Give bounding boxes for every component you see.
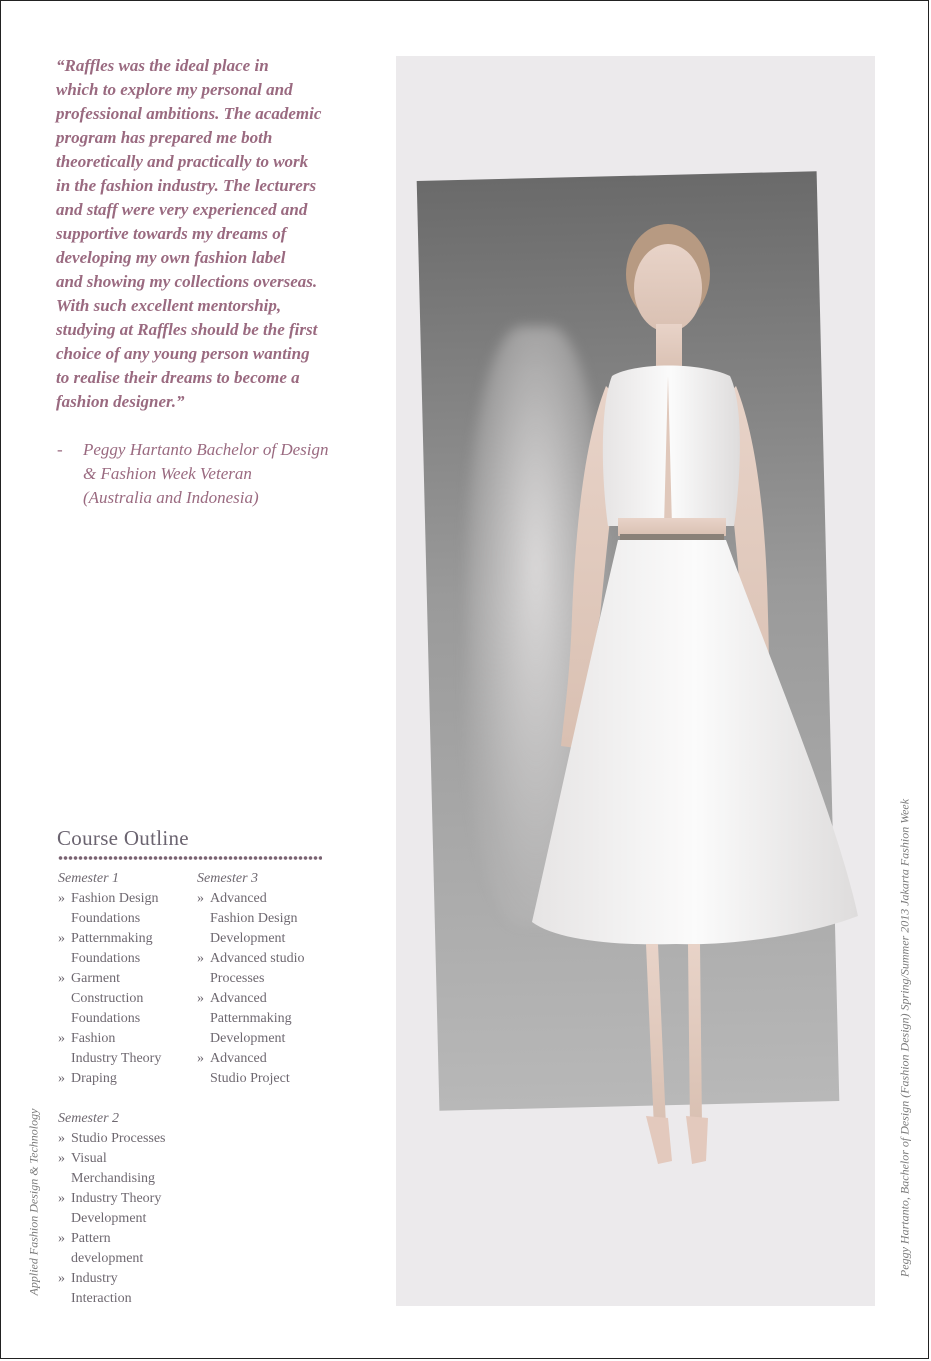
bullet-icon: »	[58, 1151, 65, 1166]
quote-line: in the fashion industry. The lecturers	[56, 176, 317, 195]
quote-line: studying at Raffles should be the first	[56, 320, 318, 339]
item-line: Advanced	[210, 991, 267, 1006]
fashion-photo	[396, 56, 875, 1306]
quote-line: choice of any young person wanting	[56, 344, 310, 363]
list-item	[58, 1069, 198, 1089]
quote-line: fashion designer.”	[56, 392, 185, 411]
list-item	[197, 1049, 337, 1089]
item-line: Studio Project	[210, 1071, 290, 1086]
item-line: Patternmaking	[71, 931, 153, 946]
item-line: Visual	[71, 1151, 107, 1166]
attribution-line: (Australia and Indonesia)	[83, 488, 259, 507]
item-line: Interaction	[71, 1291, 132, 1306]
list-item	[58, 929, 198, 969]
item-line: Advanced	[210, 891, 267, 906]
bullet-icon: »	[58, 971, 65, 986]
quote-line: and showing my collections overseas.	[56, 272, 318, 291]
item-line: Foundations	[71, 1011, 141, 1026]
list-item	[58, 969, 198, 1029]
item-line: Advanced studio	[210, 951, 305, 966]
item-line: Advanced	[210, 1051, 267, 1066]
quote-line: With such excellent mentorship,	[56, 296, 282, 315]
quote-line: program has prepared me both	[56, 128, 273, 147]
model-figure	[396, 56, 875, 1306]
item-line: Fashion Design	[71, 891, 159, 906]
attribution-line: Peggy Hartanto Bachelor of Design	[83, 440, 329, 459]
item-line: Merchandising	[71, 1171, 155, 1186]
quote-attribution	[57, 438, 357, 510]
bullet-icon: »	[58, 1131, 65, 1146]
bullet-icon: »	[58, 1071, 65, 1086]
testimonial-quote	[56, 54, 356, 414]
dotted-divider	[58, 855, 322, 861]
item-line: Draping	[71, 1071, 117, 1086]
photo-caption-text: Peggy Hartanto, Bachelor of Design (Fashion Design) Spring/Summer 2013 Jakarta Fashion Week	[897, 798, 912, 1278]
item-line: Studio Processes	[71, 1131, 166, 1146]
item-line: Patternmaking	[210, 1011, 292, 1026]
item-line: Development	[210, 1031, 286, 1046]
item-line: Fashion Design	[210, 911, 298, 926]
item-line: Pattern	[71, 1231, 111, 1246]
quote-line: theoretically and practically to work	[56, 152, 309, 171]
bullet-icon: »	[58, 891, 65, 906]
item-line: development	[71, 1251, 144, 1266]
semester-heading: Semester 3	[197, 871, 259, 886]
list-item	[197, 989, 337, 1049]
list-item	[58, 1269, 198, 1309]
list-item	[58, 1129, 198, 1149]
semester-1-list	[58, 869, 198, 1089]
list-item	[58, 1229, 198, 1269]
list-item	[58, 1189, 198, 1229]
item-line: Industry	[71, 1271, 118, 1286]
list-item	[58, 1149, 198, 1189]
bullet-icon: »	[58, 1031, 65, 1046]
item-line: Fashion	[71, 1031, 116, 1046]
item-line: Development	[71, 1211, 147, 1226]
semester-2-list	[58, 1109, 198, 1309]
bullet-icon: »	[197, 951, 204, 966]
bullet-icon: »	[197, 991, 204, 1006]
bullet-icon: »	[197, 891, 204, 906]
quote-line: “Raffles was the ideal place in	[56, 56, 269, 75]
item-line: Foundations	[71, 951, 141, 966]
bullet-icon: »	[58, 931, 65, 946]
semester-heading: Semester 2	[58, 1111, 120, 1126]
bullet-icon: »	[58, 1231, 65, 1246]
quote-line: professional ambitions. The academic	[56, 104, 322, 123]
semester-3-list	[197, 869, 337, 1089]
section-side-text: Applied Fashion Design & Technology	[26, 1108, 41, 1296]
semester-heading: Semester 1	[58, 871, 120, 886]
attribution-line: & Fashion Week Veteran	[83, 464, 252, 483]
list-item	[197, 949, 337, 989]
item-line: Industry Theory	[71, 1191, 162, 1206]
item-line: Garment	[71, 971, 120, 986]
item-line: Processes	[210, 971, 265, 986]
item-line: Development	[210, 931, 286, 946]
item-line: Foundations	[71, 911, 141, 926]
bullet-icon: »	[58, 1191, 65, 1206]
list-item	[197, 889, 337, 949]
bullet-icon: »	[58, 1271, 65, 1286]
bullet-icon: »	[197, 1051, 204, 1066]
item-line: Industry Theory	[71, 1051, 162, 1066]
quote-line: to realise their dreams to become a	[56, 368, 300, 387]
quote-line: which to explore my personal and	[56, 80, 293, 99]
quote-line: and staff were very experienced and	[56, 200, 308, 219]
list-item	[58, 1029, 198, 1069]
attribution-dash: -	[57, 440, 63, 459]
list-item	[58, 889, 198, 929]
quote-line: supportive towards my dreams of	[56, 224, 287, 243]
item-line: Construction	[71, 991, 144, 1006]
course-outline-title: Course Outline	[57, 826, 189, 850]
quote-line: developing my own fashion label	[56, 248, 286, 267]
